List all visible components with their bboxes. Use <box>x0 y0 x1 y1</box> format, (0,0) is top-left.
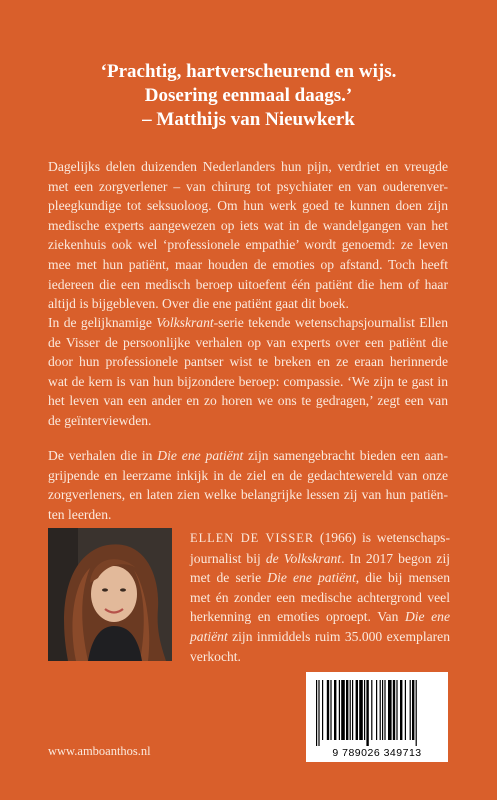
text-line: De verhalen die in Die ene patiënt zijn samengebracht bieden een aan- <box>48 448 449 463</box>
text-line: grijpende en leerzame inkijk in de ziel en de gedachtewereld van onze <box>48 467 448 483</box>
barcode-bar <box>393 680 395 740</box>
text-line: het leven van een ander en zo horen we ons te gedragen,’ zegt een van <box>48 393 448 409</box>
text-line: herkenning en emoties oproept. Van Die ene <box>190 609 450 625</box>
text-line: patiënt zijn inmiddels ruim 35.000 exemplaren <box>190 628 450 644</box>
barcode-bar <box>339 680 340 740</box>
barcode-bar <box>356 680 358 740</box>
text-line: ten leerden. <box>48 506 112 522</box>
publisher-url[interactable]: www.amboanthos.nl <box>48 744 151 758</box>
barcode-bar <box>327 680 329 740</box>
quote-line-2: Dosering eenmaal daags.’ <box>144 85 353 106</box>
barcode-bar <box>412 680 414 740</box>
barcode-bar <box>330 680 331 740</box>
text-line: pleegkundige tot seksuoloog. Om hun werk goed te kunnen doen zijn <box>48 198 448 214</box>
text-line: de Visser de persoonlijke verhalen op van experts over een patiënt die <box>48 334 448 350</box>
barcode-bar <box>416 680 417 746</box>
series-title: Volkskrant <box>156 315 214 330</box>
author-portrait-illustration <box>48 528 172 661</box>
barcode-bar <box>396 680 397 740</box>
barcode-bar <box>364 680 365 740</box>
barcode-bar <box>359 680 363 740</box>
barcode-bar <box>318 680 319 746</box>
barcode-bars <box>306 672 448 746</box>
text-line: ELLEN DE VISSER (1966) is wetenschaps- <box>190 530 451 545</box>
description-paragraph-3 <box>48 446 448 524</box>
blurb-quote <box>0 60 497 132</box>
text-line: de geïnterviewden. <box>48 412 152 428</box>
author-photo <box>48 528 172 661</box>
description-paragraph-2 <box>48 313 448 431</box>
text-line: In de gelijknamige Volkskrant-serie tekende wetenschapsjournalist Ellen <box>48 315 448 330</box>
barcode-bar <box>350 680 351 740</box>
barcode-bar <box>366 680 368 746</box>
text-line: ziekenhuis ook wel ‘professionele empathie’ wordt genoemd: ze leven <box>48 237 448 253</box>
book-title: Die ene patiënt <box>157 448 244 463</box>
quote-attribution: – Matthijs van Nieuwkerk <box>142 109 355 130</box>
author-bio <box>190 528 450 666</box>
text-line: verkocht. <box>190 648 241 664</box>
barcode-bar <box>382 680 383 740</box>
isbn-digits: 9 789026 349713 <box>332 747 422 759</box>
barcode-bar <box>341 680 345 740</box>
barcode-bar <box>410 680 411 740</box>
barcode-bar <box>316 680 317 746</box>
description-paragraph-1 <box>48 157 448 314</box>
text-line: iedereen die een medisch beroep uitoefent één patiënt die hem of haar <box>48 276 448 292</box>
barcode-bar <box>384 680 385 740</box>
text-line: medische experts aangewezen op iets wat in de wandelgangen van het <box>48 217 448 233</box>
text-line: journalist bij de Volkskrant. In 2017 begon zij <box>190 550 451 566</box>
barcode-bar <box>371 680 372 740</box>
text-line: met de serie Die ene patiënt, die bij mensen <box>190 570 450 586</box>
barcode-bar <box>380 680 381 740</box>
barcode-bar <box>376 680 377 740</box>
barcode-bar <box>346 680 348 740</box>
isbn-barcode <box>306 672 448 762</box>
barcode-bar <box>352 680 353 740</box>
text-line: mee met hun patiënt, maar houden de emoties op afstand. Toch heeft <box>48 256 448 272</box>
author-name: ELLEN DE VISSER <box>190 531 315 545</box>
text-line: door hun professionele pantser wist te breken en ze eraan herinnerde <box>48 354 448 370</box>
barcode-bar <box>405 680 406 740</box>
text-line: met én zonder een medische achtergrond veel <box>190 589 450 605</box>
barcode-bar <box>322 680 323 740</box>
text-line: wat de kern is van hun bijzondere beroep: compassie. ‘We zijn te gast in <box>48 373 448 389</box>
text-line: altijd is bijgebleven. Over die ene patiënt gaat dit boek. <box>48 296 349 312</box>
barcode-bar <box>400 680 402 740</box>
barcode-bar <box>334 680 336 740</box>
text-line: Dagelijks delen duizenden Nederlanders hun pijn, verdriet en vreugde <box>48 159 448 174</box>
barcode-bar <box>388 680 392 740</box>
quote-line-1: ‘Prachtig, hartverscheurend en wijs. <box>100 61 397 82</box>
text-line: met een zorgverlener – van chirurg tot psychiater en van ouderenver- <box>48 178 448 194</box>
text-line: zorgverleners, en laten zien welke belangrijke lessen zij van hun patiën- <box>48 487 448 503</box>
